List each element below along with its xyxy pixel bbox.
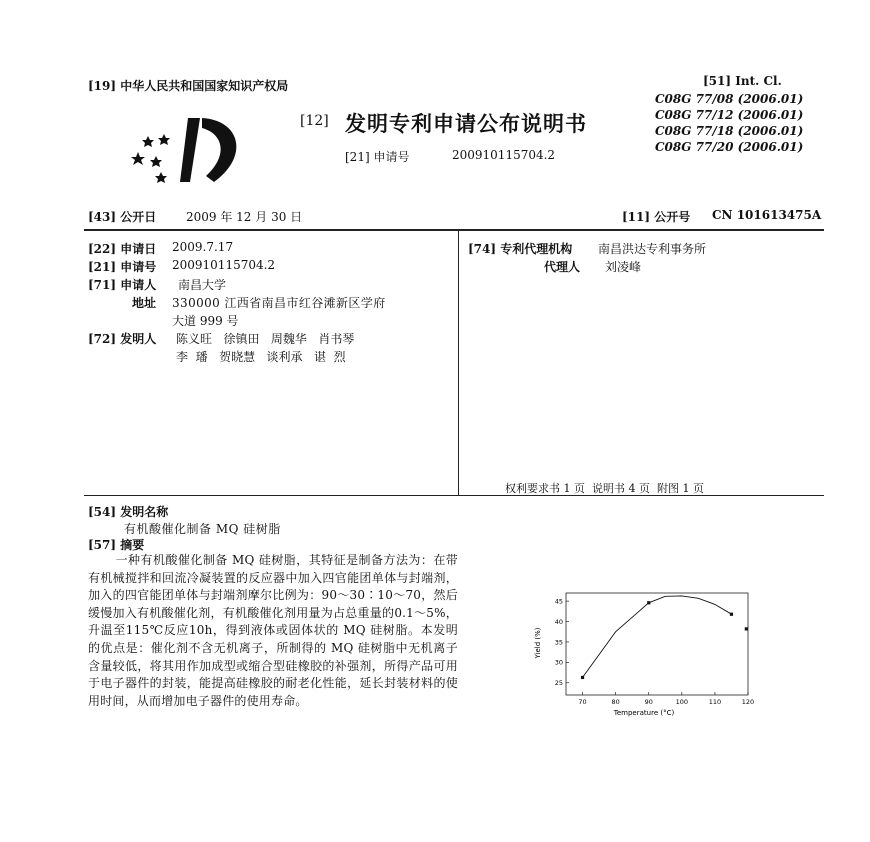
ipc-code: C08G 77/20 (2006.01) xyxy=(655,140,804,154)
abstract-label: [57] 摘要 xyxy=(88,538,145,552)
address-label: 地址 xyxy=(132,296,157,310)
data-point xyxy=(745,627,748,630)
page-counts: 权利要求书 1 页 说明书 4 页 附图 1 页 xyxy=(505,482,704,495)
abstract-text: 一种有机酸催化制备 MQ 硅树脂，其特征是制备方法为：在带有机械搅拌和回流冷凝装置的反应器中加入四官能团单体与封端剂，加入的四官能团单体与封端剂摩尔比例为：90～30∶10～70，然后缓慢加入有机酸催化剂，有机酸催化剂用量为占总重量的0.1～5%，升温至115℃反应10h，得到液体或固体状的 MQ 硅树脂。本发明的优点是：催化剂不含无机离子，所制得的 MQ 硅树脂中无机离子含量较低，将其用作加成型或缩合型硅橡胶的补强剂，所得产品可用于电子器件的封装，能提高硅橡胶的耐老化性能，延长封装材料的使用时间，从而增加电子器件的使用寿命。 xyxy=(88,553,458,708)
header-app-no: 200910115704.2 xyxy=(452,148,556,162)
pub-date: 2009 年 12 月 30 日 xyxy=(186,210,303,224)
filing-date-label: [22] 申请日 xyxy=(88,242,157,256)
data-point xyxy=(647,601,650,604)
x-tick-label: 70 xyxy=(578,698,587,706)
ipc-label: [51] Int. Cl. xyxy=(703,74,782,88)
invention-title: 有机酸催化制备 MQ 硅树脂 xyxy=(124,522,281,536)
inventor-label: [72] 发明人 xyxy=(88,332,157,346)
filing-date: 2009.7.17 xyxy=(172,240,234,254)
cnipa-logo-icon xyxy=(128,112,258,190)
applicant: 南昌大学 xyxy=(178,278,227,292)
agency-label: [74] 专利代理机构 xyxy=(468,242,573,256)
y-axis-label: Yield (%) xyxy=(534,627,542,659)
y-tick-label: 35 xyxy=(554,638,563,647)
x-tick-label: 120 xyxy=(741,698,755,706)
issuing-office: [19] 中华人民共和国国家知识产权局 xyxy=(88,79,289,93)
column-divider xyxy=(458,231,459,496)
pub-no-label: [11] 公开号 xyxy=(622,210,691,224)
x-tick-label: 80 xyxy=(611,698,620,706)
x-tick-label: 110 xyxy=(708,698,722,706)
address-line-1: 330000 江西省南昌市红谷滩新区学府 xyxy=(172,296,386,310)
ipc-code: C08G 77/18 (2006.01) xyxy=(655,124,804,138)
mid-rule xyxy=(84,495,824,496)
app-no-label: [21] 申请号 xyxy=(88,260,157,274)
agent-label: 代理人 xyxy=(544,260,581,274)
pub-date-label: [43] 公开日 xyxy=(88,210,157,224)
pub-no: CN 101613475A xyxy=(712,208,822,222)
inventors-line-1: 陈义旺 徐镇田 周魏华 肖书琴 xyxy=(176,332,355,346)
doc-type-title: 发明专利申请公布说明书 xyxy=(345,111,587,136)
y-tick-label: 30 xyxy=(554,658,563,667)
x-tick-label: 90 xyxy=(644,698,653,706)
x-tick-label: 100 xyxy=(675,698,689,706)
y-tick-label: 45 xyxy=(554,597,563,606)
y-tick-label: 25 xyxy=(554,679,563,688)
agent: 刘凌峰 xyxy=(605,260,642,274)
address-line-2: 大道 999 号 xyxy=(172,314,239,328)
y-tick-label: 40 xyxy=(554,617,563,626)
inventors-line-2: 李 璠 贺晓慧 谈利承 谌 烈 xyxy=(176,350,346,364)
agency: 南昌洪达专利事务所 xyxy=(598,242,707,256)
data-point xyxy=(730,613,733,616)
x-axis-label: Temperature (°C) xyxy=(613,709,675,717)
top-rule xyxy=(84,229,824,231)
header-app-no-label: [21] 申请号 xyxy=(345,150,410,164)
title-label: [54] 发明名称 xyxy=(88,505,169,519)
ipc-code: C08G 77/12 (2006.01) xyxy=(655,108,804,122)
applicant-label: [71] 申请人 xyxy=(88,278,157,292)
app-no: 200910115704.2 xyxy=(172,258,276,272)
yield-curve xyxy=(583,596,732,678)
ipc-code: C08G 77/08 (2006.01) xyxy=(655,92,804,106)
yield-temperature-chart xyxy=(520,585,760,720)
doc-type-code: [12] xyxy=(300,113,329,129)
data-point xyxy=(581,676,584,679)
